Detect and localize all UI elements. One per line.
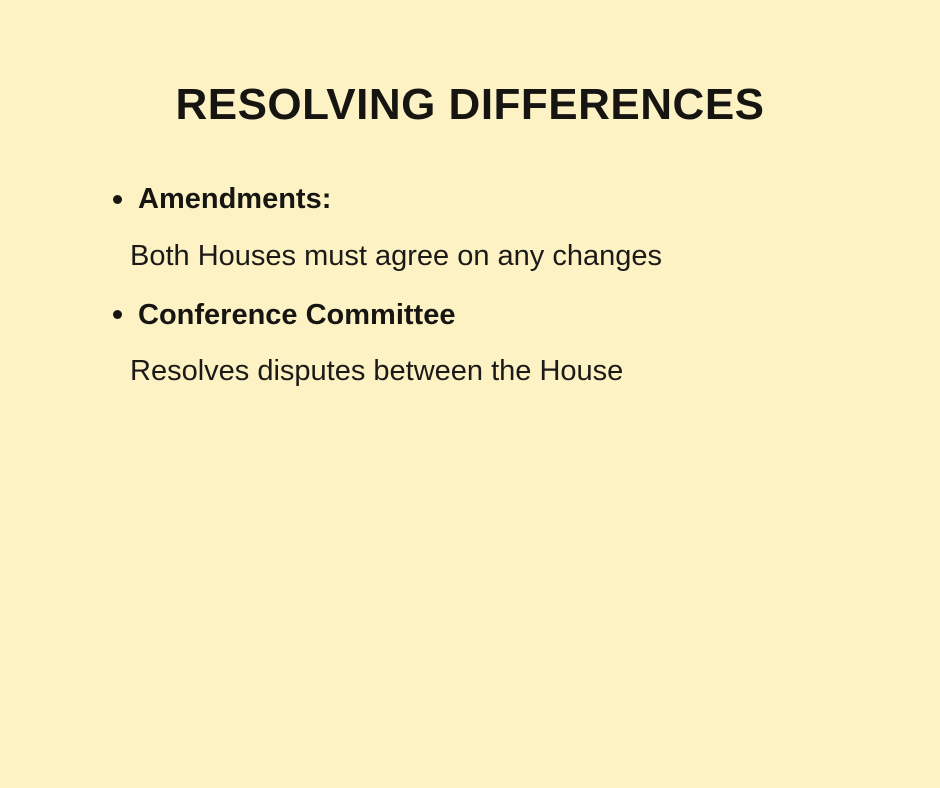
bullet-list [0,182,940,389]
bullet-heading-conference-committee: Conference Committee [138,298,456,331]
bullet-detail-conference-committee: Resolves disputes between the House [130,355,624,388]
bullet-detail-amendments: Both Houses must agree on any changes [130,239,662,272]
list-item [0,182,940,274]
bullet-dot-icon [113,195,122,204]
bullet-heading-amendments: Amendments: [138,183,332,215]
bullet-dot-icon [113,310,122,319]
slide-title: RESOLVING DIFFERENCES [175,80,765,129]
bullet-row [0,298,940,333]
list-item [0,298,940,390]
bullet-row [0,182,940,217]
